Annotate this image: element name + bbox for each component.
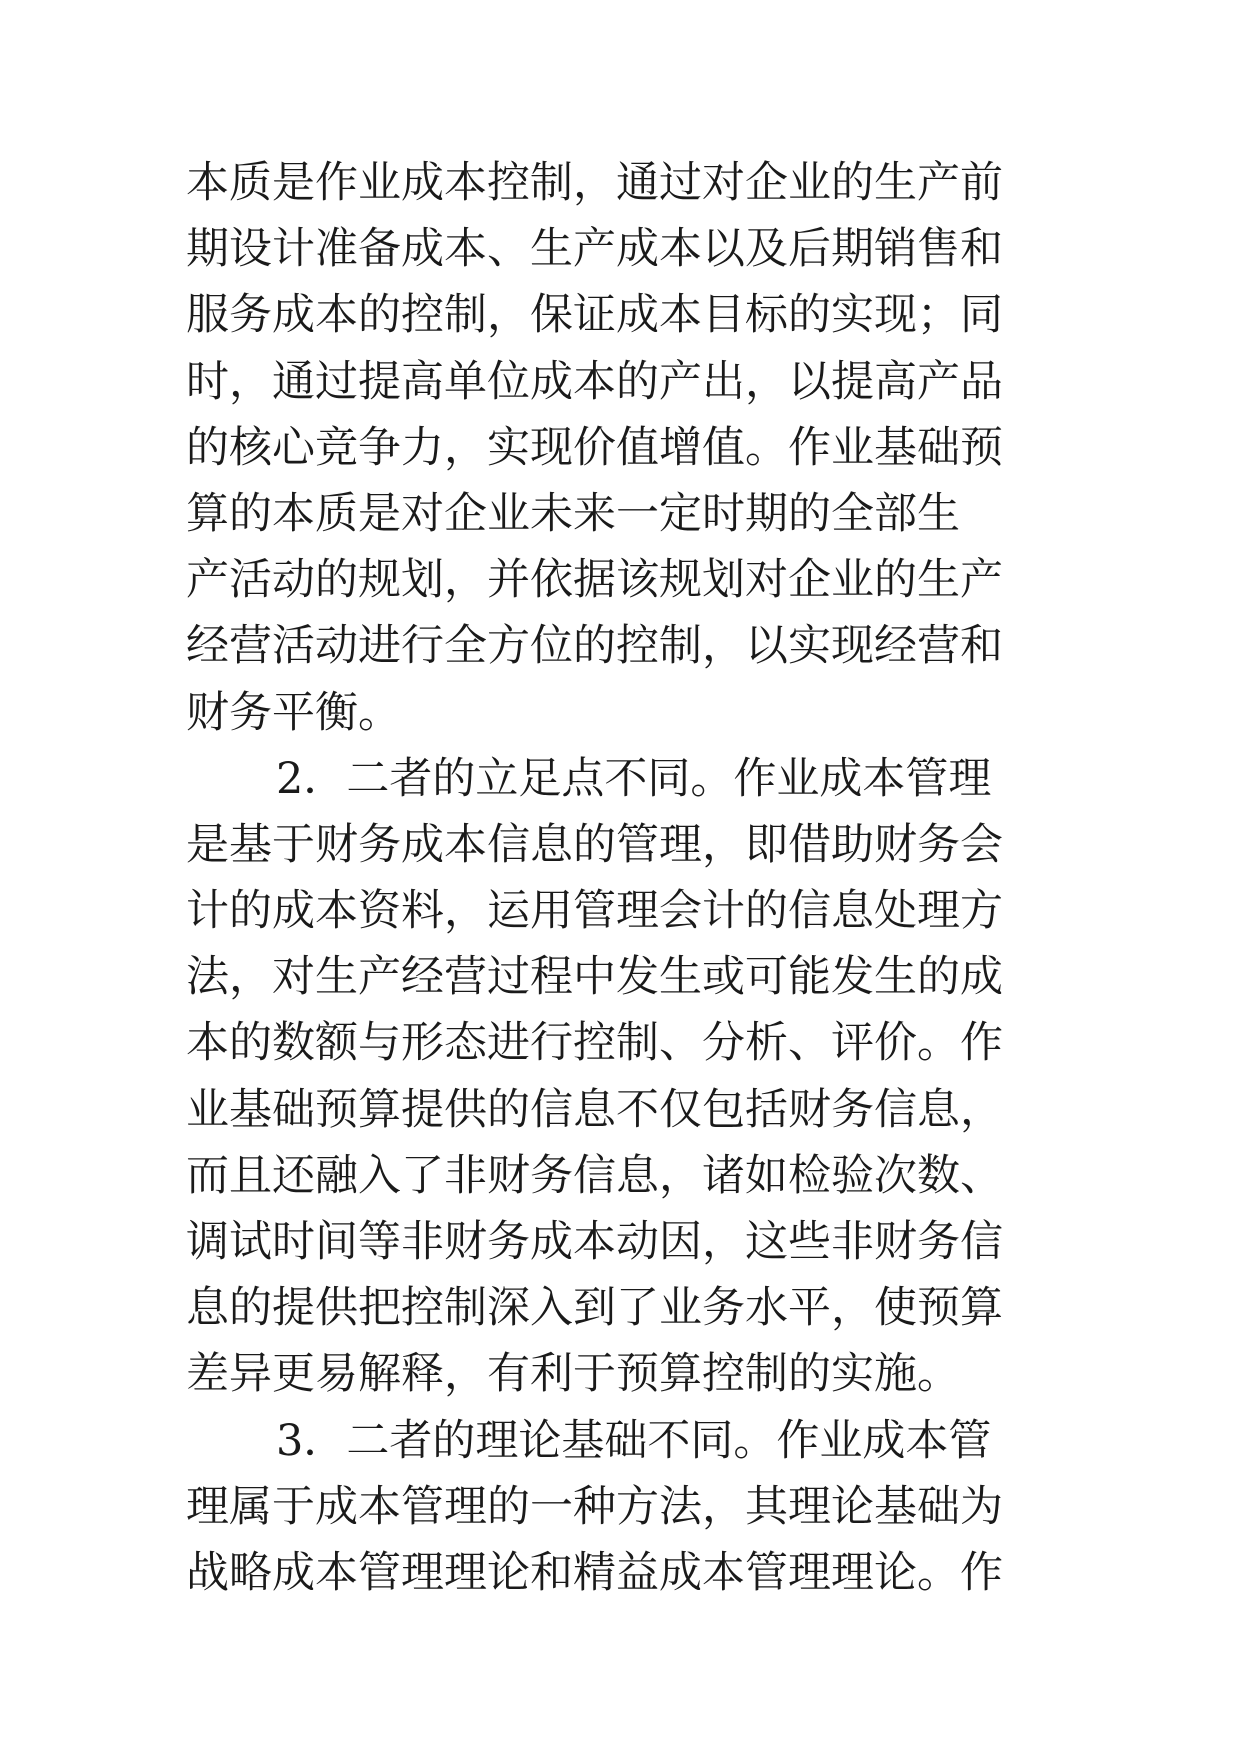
text-line: 计的成本资料，运用管理会计的信息处理方 xyxy=(186,886,1003,937)
text-line: 时，通过提高单位成本的产出，以提高产品 xyxy=(186,356,1003,407)
text-line: 而且还融入了非财务信息，诸如检验次数、 xyxy=(186,1150,1003,1201)
text-line: 调试时间等非财务成本动因，这些非财务信 xyxy=(186,1217,1003,1267)
text-line: 算的本质是对企业未来一定时期的全部生 xyxy=(186,488,960,539)
text-line: 是基于财务成本信息的管理，即借助财务会 xyxy=(186,819,1003,870)
text-line: 期设计准备成本、生产成本以及后期销售和 xyxy=(186,224,1003,275)
text-line: 战略成本管理理论和精益成本管理理论。作 xyxy=(186,1547,1003,1598)
text-line: 财务平衡。 xyxy=(186,687,401,738)
text-line: 法，对生产经营过程中发生或可能发生的成 xyxy=(186,952,1003,1003)
text-line: 息的提供把控制深入到了业务水平，使预算 xyxy=(186,1283,1003,1334)
text-line: 理属于成本管理的一种方法，其理论基础为 xyxy=(186,1481,1003,1532)
paragraph-start-line: 3．二者的理论基础不同。作业成本管 xyxy=(276,1415,992,1466)
body-text xyxy=(186,150,1086,1606)
text-line: 服务成本的控制，保证成本目标的实现；同 xyxy=(186,290,1003,341)
text-line: 差异更易解释，有利于预算控制的实施。 xyxy=(186,1349,960,1400)
paragraph-start-line: 2．二者的立足点不同。作业成本管理 xyxy=(276,753,992,804)
text-line: 经营活动进行全方位的控制，以实现经营和 xyxy=(186,621,1003,672)
text-line: 的核心竞争力，实现价值增值。作业基础预 xyxy=(186,422,1003,473)
text-line: 业基础预算提供的信息不仅包括财务信息， xyxy=(186,1084,1003,1135)
text-line: 本的数额与形态进行控制、分析、评价。作 xyxy=(186,1018,1003,1069)
text-line: 本质是作业成本控制，通过对企业的生产前 xyxy=(186,158,1003,208)
text-line: 产活动的规划，并依据该规划对企业的生产 xyxy=(186,555,1003,606)
